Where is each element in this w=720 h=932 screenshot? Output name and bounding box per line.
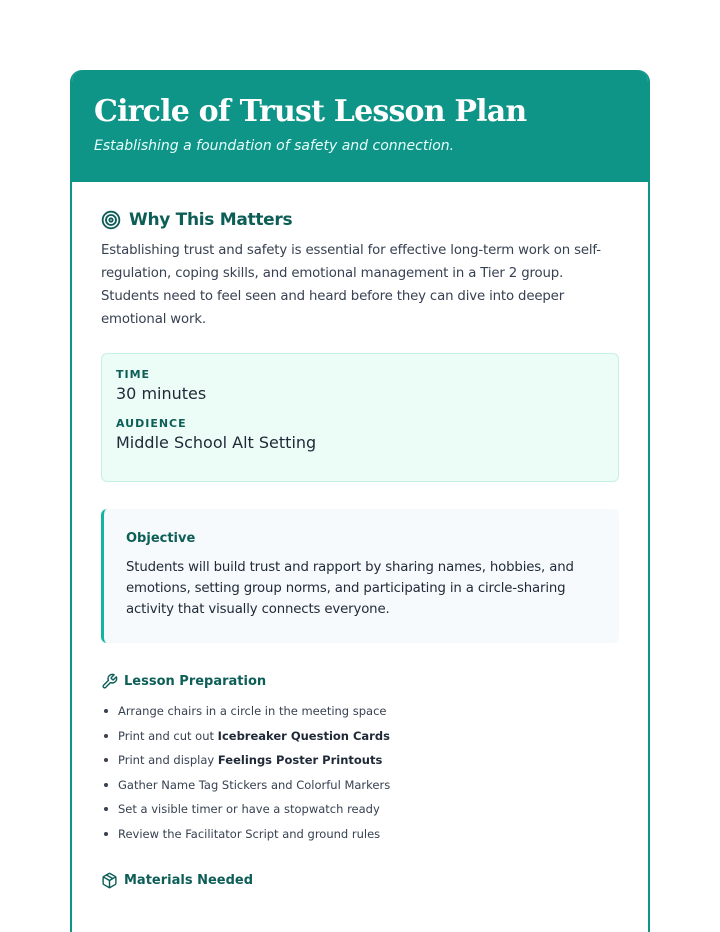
time-label: TIME xyxy=(116,368,151,381)
target-icon xyxy=(101,210,121,230)
list-item: Gather Name Tag Stickers and Colorful Markers xyxy=(101,776,619,801)
preparation-heading: Lesson Preparation xyxy=(124,674,267,689)
preparation-list xyxy=(101,702,619,850)
list-item: Print and display Feelings Poster Printouts xyxy=(101,751,619,776)
card-content xyxy=(72,182,648,889)
list-item: Review the Facilitator Script and ground rules xyxy=(101,825,619,850)
materials-heading-row xyxy=(101,872,619,889)
audience-value: Middle School Alt Setting xyxy=(116,433,317,452)
why-section-heading xyxy=(101,210,619,230)
package-icon xyxy=(101,872,118,889)
list-item: Arrange chairs in a circle in the meeting space xyxy=(101,702,619,727)
list-item: Print and cut out Icebreaker Question Cards xyxy=(101,727,619,752)
lesson-plan-card xyxy=(70,70,650,932)
card-header xyxy=(72,70,648,182)
why-text: Establishing trust and safety is essential for effective long-term work on self-regulation, coping skills, and emotional management in a Tier 2 group. Students need to feel seen and heard before they can dive into deeper emotional work. xyxy=(101,243,601,327)
preparation-heading-row xyxy=(101,673,619,690)
time-value: 30 minutes xyxy=(116,384,207,403)
audience-label: AUDIENCE xyxy=(116,417,187,430)
objective-heading: Objective xyxy=(126,531,196,546)
page-subtitle: Establishing a foundation of safety and connection. xyxy=(94,138,455,154)
materials-heading: Materials Needed xyxy=(124,872,254,888)
list-item: Set a visible timer or have a stopwatch ready xyxy=(101,800,619,825)
info-box xyxy=(101,353,619,482)
page-title: Circle of Trust Lesson Plan xyxy=(94,94,527,129)
wrench-icon xyxy=(101,673,118,690)
materials-section xyxy=(101,872,619,889)
objective-box xyxy=(101,509,619,643)
objective-text: Students will build trust and rapport by sharing names, hobbies, and emotions, setting group norms, and participating in a circle-sharing activity that visually connects everyone. xyxy=(126,560,574,617)
why-heading: Why This Matters xyxy=(129,210,293,230)
preparation-section xyxy=(101,673,619,850)
